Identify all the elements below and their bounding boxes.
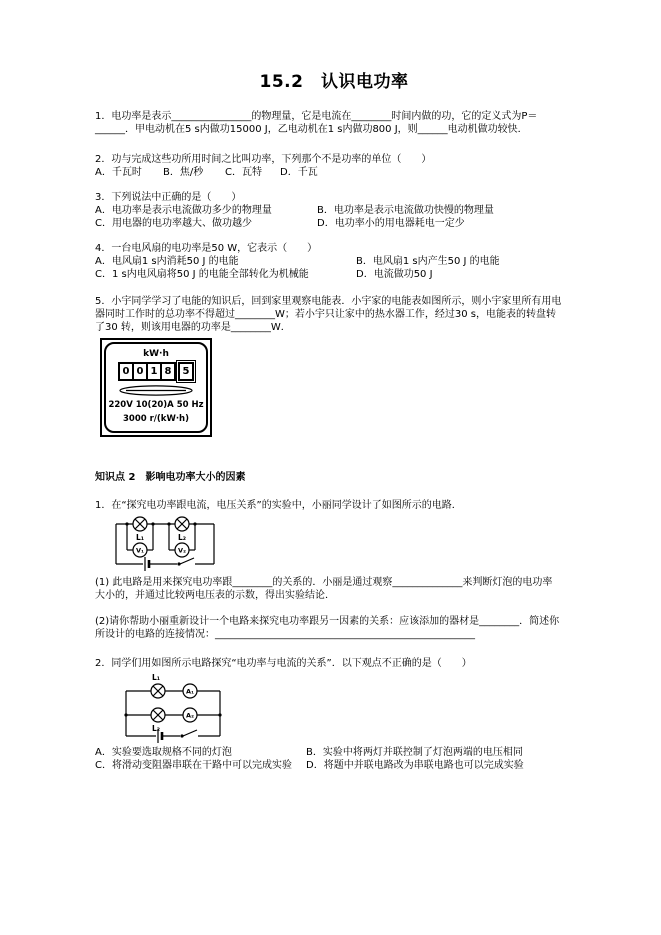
option-c: C．用电器的电功率越大、做功越少	[95, 218, 252, 229]
option-d: D．电功率小的用电器耗电一定少	[317, 218, 465, 229]
question-3	[95, 191, 573, 230]
question-1	[95, 110, 573, 136]
lamp2-label: L₂	[151, 724, 161, 733]
question-5-line-3: 了30 转，则该用电器的功率是________W．	[95, 322, 291, 333]
option-b: B．焦/秒	[163, 167, 204, 178]
energy-meter-figure	[100, 338, 212, 437]
question-5-line-2: 器同时工作时的总功率不得超过________W；若小宇只让家中的热水器工作，经过30 s，电能表的转盘转	[95, 309, 557, 320]
option-a: A．电功率是表示电流做功多少的物理量	[95, 205, 272, 216]
option-d: D．电流做功50 J	[356, 269, 433, 280]
question-2-options	[95, 166, 573, 179]
question-1-line-2: ______．甲电动机在5 s内做功15000 J，乙电动机在1 s内做功800 J，则______电动机做功较快．	[95, 124, 528, 135]
meter-digit-2: 0	[132, 362, 148, 381]
part2-line-2: 所设计的电路的连接情况：____________________________________________________	[95, 629, 475, 640]
option-a: A．千瓦时	[95, 167, 142, 178]
question-4	[95, 242, 573, 281]
option-b: B．电风扇1 s内产生50 J 的电能	[356, 256, 500, 267]
option-d: D．千瓦	[280, 167, 318, 178]
question-5-line-1: 5．小宇同学学习了电能的知识后，回到家里观察电能表．小宇家的电能表如图所示，则小宇家里所有用电	[95, 296, 562, 307]
question-3-options-cd	[95, 217, 573, 230]
page-title: 15.2 认识电功率	[259, 72, 409, 92]
meter-disk-icon	[116, 384, 196, 397]
options-ab	[95, 746, 573, 759]
meter-digit-1: 0	[118, 362, 134, 381]
part2-line-1: (2)请你帮助小丽重新设计一个电路来探究电功率跟另一因素的关系：应该添加的器材是________．简述你	[95, 616, 560, 627]
lamp2-label: L₂	[177, 533, 187, 542]
series-circuit-diagram	[113, 514, 217, 572]
meter-digit-4: 8	[160, 362, 176, 381]
meter-spec-rating: 220V 10(20)A 50 Hz	[108, 400, 204, 410]
meter-unit-label: kW·h	[143, 349, 169, 359]
ammeter1-label: A₁	[186, 687, 194, 696]
question-1-line-1: 1．电功率是表示________________的物理量，它是电流在________时间内做的功，它的定义式为P＝	[95, 111, 538, 122]
section2-question-2-stem: 2．同学们用如图所示电路探究“电功率与电流的关系”．以下观点不正确的是（ ）	[95, 658, 472, 669]
question-2-stem: 2．功与完成这些功所用时间之比叫功率，下列那个不是功率的单位（ ）	[95, 154, 432, 165]
meter-spec-revolutions: 3000 r/(kW·h)	[123, 414, 189, 424]
meter-digit-register	[118, 362, 194, 381]
option-c: C．将滑动变阻器串联在干路中可以完成实验	[95, 760, 292, 771]
voltmeter1-label: V₁	[136, 546, 144, 555]
energy-meter-face	[104, 342, 208, 433]
question-5	[95, 295, 573, 334]
ammeter2-label: A₂	[186, 711, 194, 720]
section2-question-2-options	[95, 746, 573, 772]
option-c: C．1 s内电风扇将50 J 的电能全部转化为机械能	[95, 269, 309, 280]
option-a: A．实验要选取规格不同的灯泡	[95, 747, 232, 758]
question-4-options-ab	[95, 255, 573, 268]
lamp1-label: L₁	[135, 533, 145, 542]
question-3-stem: 3．下列说法中正确的是（ ）	[95, 192, 242, 203]
option-a: A．电风扇1 s内消耗50 J 的电能	[95, 256, 239, 267]
meter-digit-3: 1	[146, 362, 162, 381]
section2-question-1-stem: 1．在“探究电功率跟电流，电压关系”的实验中，小丽同学设计了如图所示的电路．	[95, 500, 462, 511]
meter-digit-5: 5	[178, 362, 194, 381]
part1-line-1: (1) 此电路是用来探究电功率跟________的关系的．小丽是通过观察______________来判断灯泡的电功率	[95, 577, 553, 588]
section2-q1-part1	[95, 576, 573, 602]
voltmeter2-label: V₂	[178, 546, 186, 555]
options-cd	[95, 759, 573, 772]
option-b: B．电功率是表示电流做功快慢的物理量	[317, 205, 494, 216]
option-d: D．将题中并联电路改为串联电路也可以完成实验	[306, 760, 524, 771]
lamp1-label: L₁	[151, 673, 161, 682]
question-3-options-ab	[95, 204, 573, 217]
parallel-circuit-diagram	[118, 671, 228, 744]
option-c: C．瓦特	[225, 167, 262, 178]
part1-line-2: 大小的，并通过比较两电压表的示数，得出实验结论．	[95, 590, 335, 601]
question-4-options-cd	[95, 268, 573, 281]
question-4-stem: 4．一台电风扇的电功率是50 W，它表示（ ）	[95, 243, 318, 254]
section2-q1-part2	[95, 615, 573, 641]
question-2	[95, 153, 573, 179]
knowledge-point-heading: 知识点 2 影响电功率大小的因素	[95, 472, 246, 483]
worksheet-content	[95, 72, 573, 784]
option-b: B．实验中将两灯并联控制了灯泡两端的电压相同	[306, 747, 523, 758]
